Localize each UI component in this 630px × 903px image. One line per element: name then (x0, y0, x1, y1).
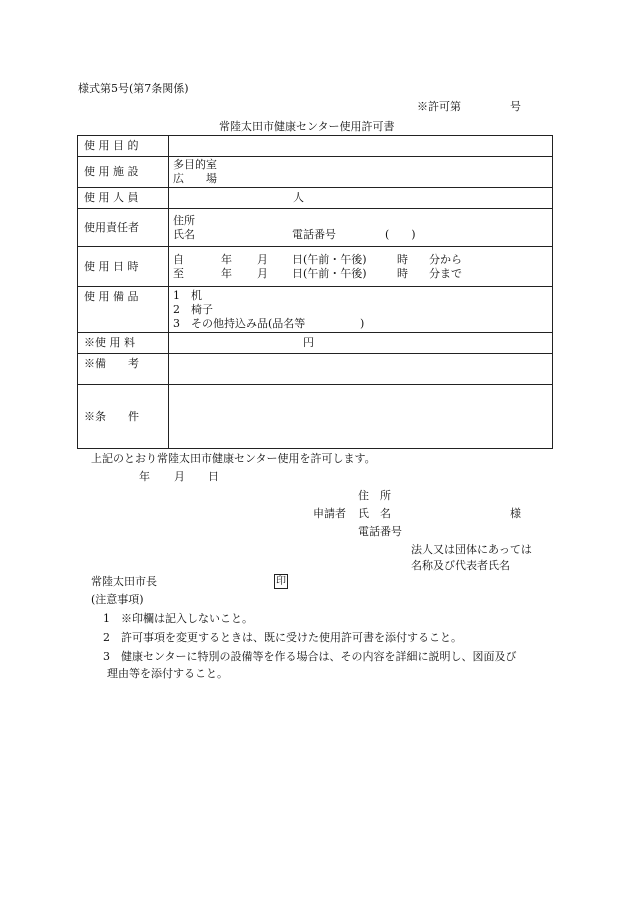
row-fee (78, 333, 553, 354)
people-label: 使 用 人 員 (84, 191, 139, 204)
mayor-title: 常陸太田市長 (91, 575, 157, 588)
datetime-to-line (173, 267, 548, 281)
from-minute: 分から (429, 252, 462, 266)
corporate-note-1: 法人又は団体にあっては (411, 543, 532, 556)
equipment-other-label: 3 その他持込み品(品名等 (173, 316, 306, 330)
row-facility (78, 157, 553, 188)
permit-form-table (77, 135, 553, 449)
from-month: 月 (257, 252, 268, 266)
row-people (78, 188, 553, 209)
equipment-value[interactable] (169, 287, 553, 333)
row-equipment (78, 287, 553, 333)
remarks-value (169, 354, 553, 385)
facility-label: 使 用 施 設 (84, 165, 139, 178)
permit-statement: 上記のとおり常陸太田市健康センター使用を許可します。 (91, 452, 376, 465)
row-purpose (78, 136, 553, 157)
to-minute: 分まで (429, 266, 462, 280)
row-datetime (78, 247, 553, 287)
to-day-ampm: 日(午前・午後) (292, 266, 367, 280)
to-month: 月 (257, 266, 268, 280)
note-1: 1 ※印欄は記入しないこと。 (103, 612, 253, 625)
honorific: 様 (510, 507, 521, 520)
conditions-value (169, 385, 553, 449)
seal-mark: 印 (276, 576, 286, 587)
facility-option-multipurpose-room[interactable]: 多目的室 (173, 158, 217, 171)
from-hour: 時 (397, 252, 408, 266)
row-conditions (78, 385, 553, 449)
people-unit: 人 (293, 191, 304, 204)
permit-number-prefix: ※許可第 (417, 100, 461, 113)
document-title: 常陸太田市健康センター使用許可書 (219, 120, 395, 133)
fee-label: ※使 用 料 (84, 336, 135, 349)
datetime-from-line (173, 253, 548, 267)
purpose-value[interactable] (169, 136, 553, 157)
from-year: 年 (221, 252, 232, 266)
equipment-other-close: ) (360, 316, 365, 330)
applicant-phone-label: 電話番号 (358, 525, 402, 538)
manager-address-label: 住所 (173, 213, 195, 227)
from-mark: 自 (173, 252, 184, 266)
equipment-item-desk[interactable]: 1 机 (173, 288, 202, 302)
fee-unit: 円 (303, 336, 314, 349)
to-year: 年 (221, 266, 232, 280)
manager-value[interactable] (169, 209, 553, 247)
note-3-line-1: 3 健康センターに特別の設備等を作る場合は、その内容を詳細に説明し、図面及び (103, 650, 517, 663)
manager-phone-label: 電話番号 (292, 227, 336, 241)
conditions-label: ※条 件 (84, 409, 139, 423)
permit-number-suffix: 号 (510, 100, 521, 113)
to-mark: 至 (173, 266, 184, 280)
remarks-label: ※備 考 (84, 357, 139, 370)
purpose-label: 使 用 目 的 (84, 139, 139, 152)
applicant-address-label: 住 所 (358, 489, 391, 502)
row-manager (78, 209, 553, 247)
date-day: 日 (208, 470, 219, 483)
facility-value[interactable] (169, 157, 553, 188)
manager-phone-paren: ( ) (385, 227, 416, 241)
corporate-note-2: 名称及び代表者氏名 (411, 559, 510, 572)
equipment-item-other (173, 317, 548, 331)
facility-option-plaza[interactable]: 広 場 (173, 172, 217, 185)
form-number: 様式第5号(第7条関係) (78, 82, 189, 95)
applicant-name-label: 氏 名 (358, 507, 391, 520)
to-hour: 時 (397, 266, 408, 280)
note-3-line-2: 理由等を添付すること。 (107, 667, 228, 680)
applicant-label: 申請者 (313, 507, 346, 520)
equipment-label: 使 用 備 品 (84, 290, 139, 303)
from-day-ampm: 日(午前・午後) (292, 252, 367, 266)
row-remarks (78, 354, 553, 385)
note-2: 2 許可事項を変更するときは、既に受けた使用許可書を添付すること。 (103, 631, 462, 644)
notes-heading: (注意事項) (91, 593, 144, 606)
date-year: 年 (139, 470, 150, 483)
people-value[interactable] (169, 188, 553, 209)
equipment-item-chair[interactable]: 2 椅子 (173, 302, 213, 316)
date-month: 月 (174, 470, 185, 483)
datetime-value[interactable] (169, 247, 553, 287)
fee-value (169, 333, 553, 354)
datetime-label: 使 用 日 時 (84, 259, 139, 273)
manager-label: 使用責任者 (84, 220, 139, 234)
manager-name-label: 氏名 (173, 227, 195, 241)
